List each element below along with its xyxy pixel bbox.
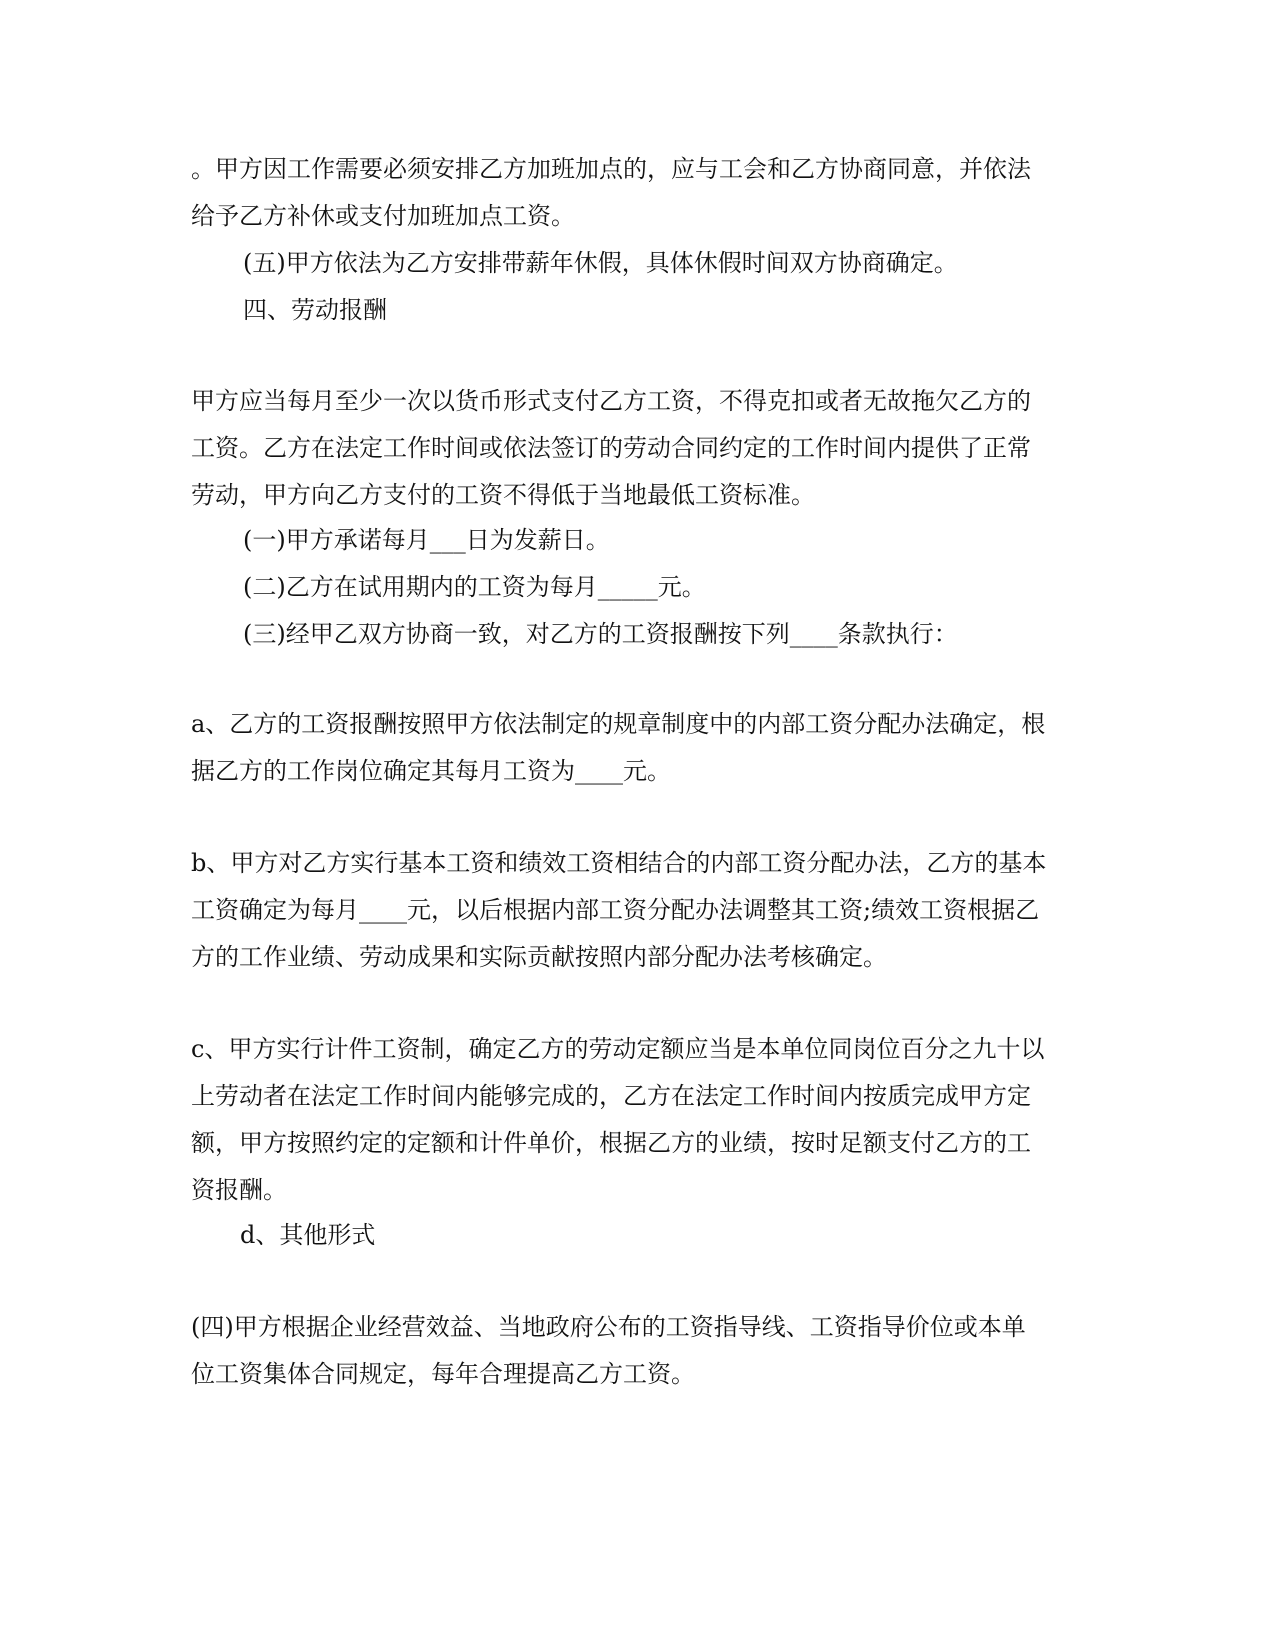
text-line: 方的工作业绩、劳动成果和实际贡献按照内部分配办法考核确定。 (191, 943, 887, 971)
section-heading (191, 287, 1081, 334)
clause-item-2: (二)乙方在试用期内的工资为每月_____元。 (243, 573, 706, 601)
text-line: 甲方应当每月至少一次以货币形式支付乙方工资，不得克扣或者无故拖欠乙方的 (191, 387, 1031, 415)
text-line: (四)甲方根据企业经营效益、当地政府公布的工资指导线、工资指导价位或本单 (191, 1313, 1026, 1341)
clause-item-1: (一)甲方承诺每月___日为发薪日。 (243, 526, 610, 554)
text-line: 资报酬。 (191, 1176, 287, 1204)
clause-item-3: (三)经甲乙双方协商一致，对乙方的工资报酬按下列____条款执行： (243, 620, 958, 648)
paragraph-annual-leave (191, 240, 1081, 287)
option-b (191, 840, 1081, 981)
text-line: a、乙方的工资报酬按照甲方依法制定的规章制度中的内部工资分配办法确定，根 (191, 710, 1046, 738)
text-line: 。甲方因工作需要必须安排乙方加班加点的，应与工会和乙方协商同意，并依法 (191, 155, 1031, 183)
clause-item-4 (191, 1304, 1081, 1398)
paragraph-wage-payment (191, 378, 1081, 519)
text-line: b、甲方对乙方实行基本工资和绩效工资相结合的内部工资分配办法，乙方的基本 (191, 849, 1047, 877)
text-line: 额，甲方按照约定的定额和计件单价，根据乙方的业绩，按时足额支付乙方的工 (191, 1129, 1031, 1157)
text-line: 位工资集体合同规定，每年合理提高乙方工资。 (191, 1360, 695, 1388)
option-d (191, 1212, 1081, 1259)
text-line: (五)甲方依法为乙方安排带薪年休假，具体休假时间双方协商确定。 (243, 249, 958, 277)
text-line: 工资确定为每月____元，以后根据内部工资分配办法调整其工资;绩效工资根据乙 (191, 896, 1040, 924)
text-line: c、甲方实行计件工资制，确定乙方的劳动定额应当是本单位同岗位百分之九十以 (191, 1035, 1045, 1063)
text-line: 工资。乙方在法定工作时间或依法签订的劳动合同约定的工作时间内提供了正常 (191, 434, 1031, 462)
text-line: d、其他形式 (240, 1221, 376, 1249)
text-line: 据乙方的工作岗位确定其每月工资为____元。 (191, 757, 671, 785)
heading-text: 四、劳动报酬 (243, 296, 387, 324)
text-line: 劳动，甲方向乙方支付的工资不得低于当地最低工资标准。 (191, 481, 815, 509)
clause-list (191, 517, 1081, 658)
text-line: 上劳动者在法定工作时间内能够完成的，乙方在法定工作时间内按质完成甲方定 (191, 1082, 1031, 1110)
option-a (191, 701, 1081, 795)
paragraph-overtime (191, 146, 1081, 240)
text-line: 给予乙方补休或支付加班加点工资。 (191, 202, 575, 230)
option-c (191, 1026, 1081, 1214)
